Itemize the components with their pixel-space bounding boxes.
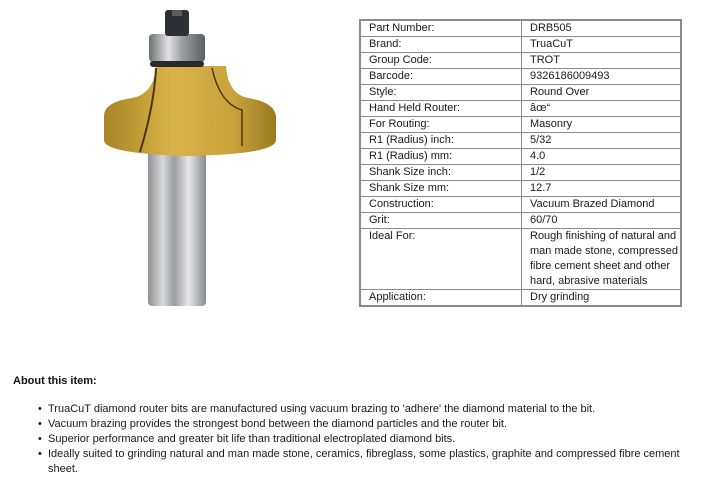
spec-value: 60/70 [522, 213, 682, 229]
spec-label: Construction: [360, 197, 522, 213]
list-item: • TruaCuT diamond router bits are manufactured using vacuum brazing to 'adhere' the diamond material to the bit. [38, 402, 698, 417]
list-item: • Ideally suited to grinding natural and man made stone, ceramics, fibreglass, some plastics, graphite and compressed fibre cement sheet. [38, 447, 698, 477]
table-row [360, 53, 681, 69]
table-row [360, 290, 681, 307]
about-heading: About this item: [13, 375, 97, 387]
spec-value: TruaCuT [522, 37, 682, 53]
list-item: • Vacuum brazing provides the strongest bond between the diamond particles and the router bit. [38, 417, 698, 432]
spec-label: Application: [360, 290, 522, 307]
spec-label: Shank Size inch: [360, 165, 522, 181]
product-image [92, 6, 292, 311]
table-row [360, 101, 681, 117]
table-row [360, 149, 681, 165]
table-row [360, 20, 681, 37]
spec-value: 9326186009493 [522, 69, 682, 85]
spec-label: Shank Size mm: [360, 181, 522, 197]
spec-label: Hand Held Router: [360, 101, 522, 117]
table-row [360, 85, 681, 101]
spec-label: R1 (Radius) mm: [360, 149, 522, 165]
spec-value: 1/2 [522, 165, 682, 181]
table-row [360, 165, 681, 181]
spec-label: For Routing: [360, 117, 522, 133]
spec-value: Vacuum Brazed Diamond [522, 197, 682, 213]
spec-value: 5/32 [522, 133, 682, 149]
table-row [360, 69, 681, 85]
spec-value: 4.0 [522, 149, 682, 165]
table-row [360, 181, 681, 197]
table-row [360, 37, 681, 53]
spec-table [359, 19, 682, 307]
spec-value: Round Over [522, 85, 682, 101]
spec-label: R1 (Radius) inch: [360, 133, 522, 149]
about-bullet-list [38, 402, 698, 477]
spec-label: Brand: [360, 37, 522, 53]
spec-value: Dry grinding [522, 290, 682, 307]
spec-value: Rough finishing of natural and man made stone, compressed fibre cement sheet and other hard, abrasive materials [522, 229, 682, 290]
spec-label: Part Number: [360, 20, 522, 37]
table-row [360, 133, 681, 149]
spec-value: DRB505 [522, 20, 682, 37]
spec-label: Ideal For: [360, 229, 522, 290]
spec-label: Group Code: [360, 53, 522, 69]
table-row [360, 213, 681, 229]
router-bit-illustration [92, 6, 292, 311]
spec-value: Masonry [522, 117, 682, 133]
spec-value: 12.7 [522, 181, 682, 197]
list-item: • Superior performance and greater bit life than traditional electroplated diamond bits. [38, 432, 698, 447]
spec-value: âœ“ [522, 101, 682, 117]
spec-value: TROT [522, 53, 682, 69]
spec-label: Style: [360, 85, 522, 101]
table-row [360, 117, 681, 133]
spec-label: Grit: [360, 213, 522, 229]
table-row [360, 229, 681, 290]
spec-label: Barcode: [360, 69, 522, 85]
table-row [360, 197, 681, 213]
